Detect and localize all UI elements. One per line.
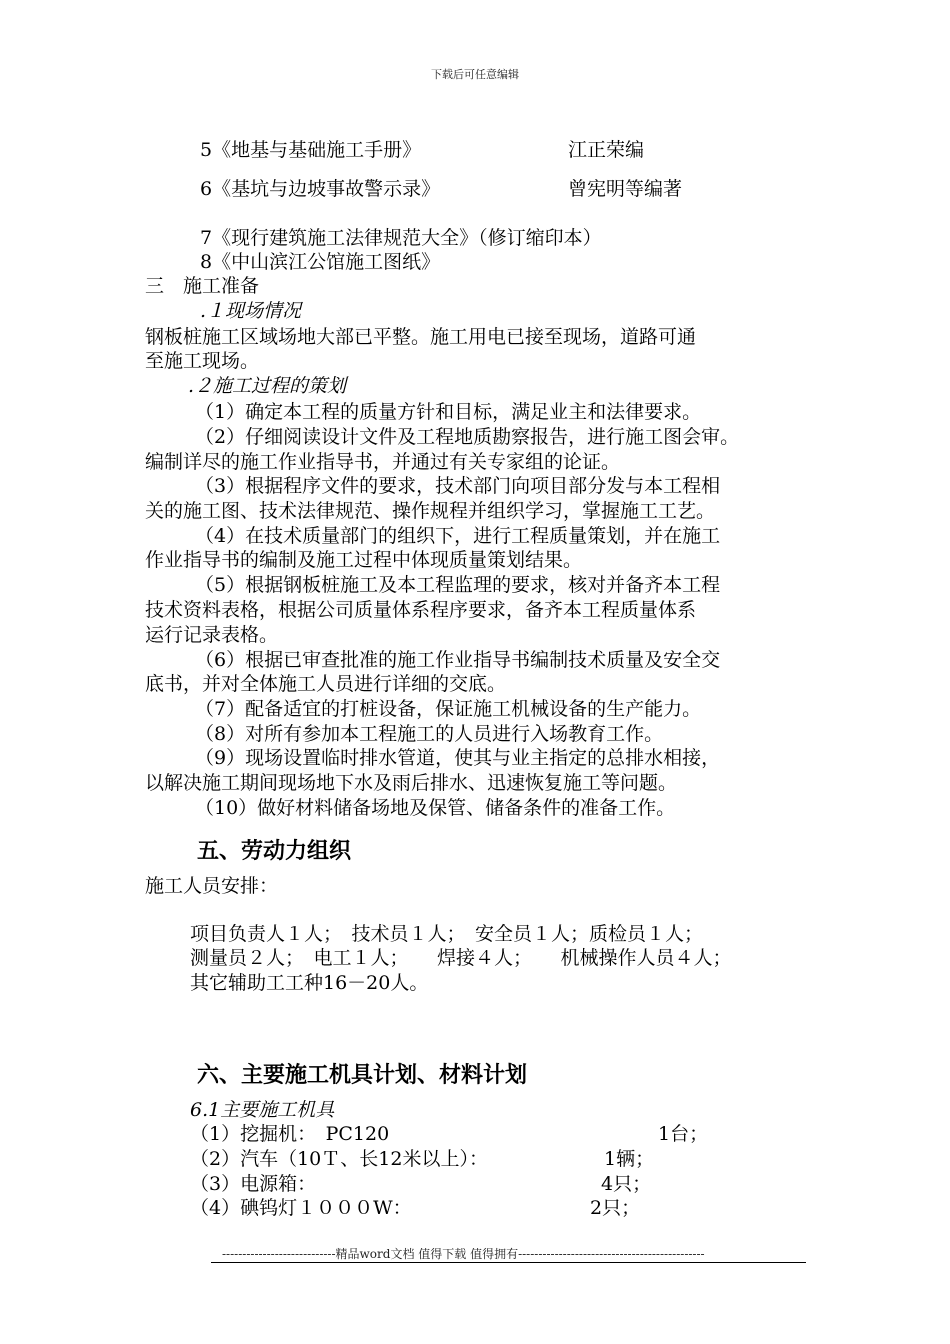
equipment-name: （3）电源箱：: [190, 1173, 317, 1195]
equipment-name: （4）碘钨灯１０００W：: [190, 1197, 412, 1219]
section-heading: 五、劳动力组织: [197, 839, 352, 864]
paragraph-line: 作业指导书的编制及施工过程中体现质量策划结果。: [145, 549, 583, 571]
page-footer: ----------------------------精品word文档 值得下载 值得拥有----------------------------------------------: [222, 1247, 705, 1261]
paragraph-line: （4）在技术质量部门的组织下，进行工程质量策划，并在施工: [195, 525, 721, 547]
paragraph-line: （7）配备适宜的打桩设备，保证施工机械设备的生产能力。: [195, 698, 702, 720]
equipment-qty: 2只；: [590, 1197, 641, 1219]
paragraph-line: 施工人员安排：: [145, 875, 279, 897]
paragraph-line: （9）现场设置临时排水管道，使其与业主指定的总排水相接，: [195, 747, 721, 769]
paragraph-line: 钢板桩施工区域场地大部已平整。施工用电已接至现场，道路可通: [145, 326, 697, 348]
equipment-name: （2）汽车（10Ｔ、长12米以上）：: [190, 1148, 488, 1170]
paragraph-line: 关的施工图、技术法律规范、操作规程并组织学习，掌握施工工艺。: [145, 500, 716, 522]
paragraph-line: （1）确定本工程的质量方针和目标，满足业主和法律要求。: [195, 401, 702, 423]
section-heading: 三 施工准备: [145, 275, 260, 297]
paragraph-line: 运行记录表格。: [145, 624, 279, 646]
reference-title: 7《现行建筑施工法律规范大全》（修订缩印本）: [200, 227, 602, 249]
subsection-heading: .１现场情况: [200, 300, 302, 322]
page-header: 下载后可任意编辑: [431, 68, 519, 81]
paragraph-line: 以解决施工期间现场地下水及雨后排水、迅速恢复施工等问题。: [145, 772, 678, 794]
staff-line: 测量员２人； 电工１人； 焊接４人； 机械操作人员４人；: [190, 947, 732, 969]
equipment-qty: 4只；: [601, 1173, 652, 1195]
paragraph-line: 编制详尽的施工作业指导书，并通过有关专家组的论证。: [145, 451, 621, 473]
paragraph-line: （6）根据已审查批准的施工作业指导书编制技术质量及安全交: [195, 649, 721, 671]
equipment-name: （1）挖掘机： PC120: [190, 1123, 390, 1145]
section-heading: 六、主要施工机具计划、材料计划: [197, 1063, 528, 1088]
reference-title: 5《地基与基础施工手册》: [200, 139, 422, 161]
staff-line: 项目负责人１人； 技术员１人； 安全员１人；质检员１人；: [190, 923, 704, 945]
paragraph-line: （3）根据程序文件的要求，技术部门向项目部分发与本工程相: [195, 475, 721, 497]
paragraph-line: 底书，并对全体施工人员进行详细的交底。: [145, 673, 507, 695]
footer-rule: [211, 1262, 806, 1263]
equipment-qty: 1辆；: [604, 1148, 655, 1170]
reference-title: 6《基坑与边坡事故警示录》: [200, 178, 441, 200]
reference-author: 江正荣编: [568, 139, 645, 161]
staff-line: 其它辅助工工种16－20人。: [190, 972, 429, 994]
reference-author: 曾宪明等编著: [568, 178, 683, 200]
equipment-qty: 1台；: [658, 1123, 709, 1145]
paragraph-line: （8）对所有参加本工程施工的人员进行入场教育工作。: [195, 723, 664, 745]
paragraph-line: （2）仔细阅读设计文件及工程地质勘察报告，进行施工图会审。: [195, 426, 740, 448]
subsection-heading: 6.1主要施工机具: [190, 1099, 335, 1121]
paragraph-line: （5）根据钢板桩施工及本工程监理的要求，核对并备齐本工程: [195, 574, 721, 596]
paragraph-line: （10）做好材料储备场地及保管、储备条件的准备工作。: [195, 797, 676, 819]
paragraph-line: 至施工现场。: [145, 350, 260, 372]
reference-title: 8《中山滨江公馆施工图纸》: [200, 251, 441, 273]
paragraph-line: 技术资料表格，根据公司质量体系程序要求，备齐本工程质量体系: [145, 599, 697, 621]
subsection-heading: .２施工过程的策划: [188, 375, 347, 397]
